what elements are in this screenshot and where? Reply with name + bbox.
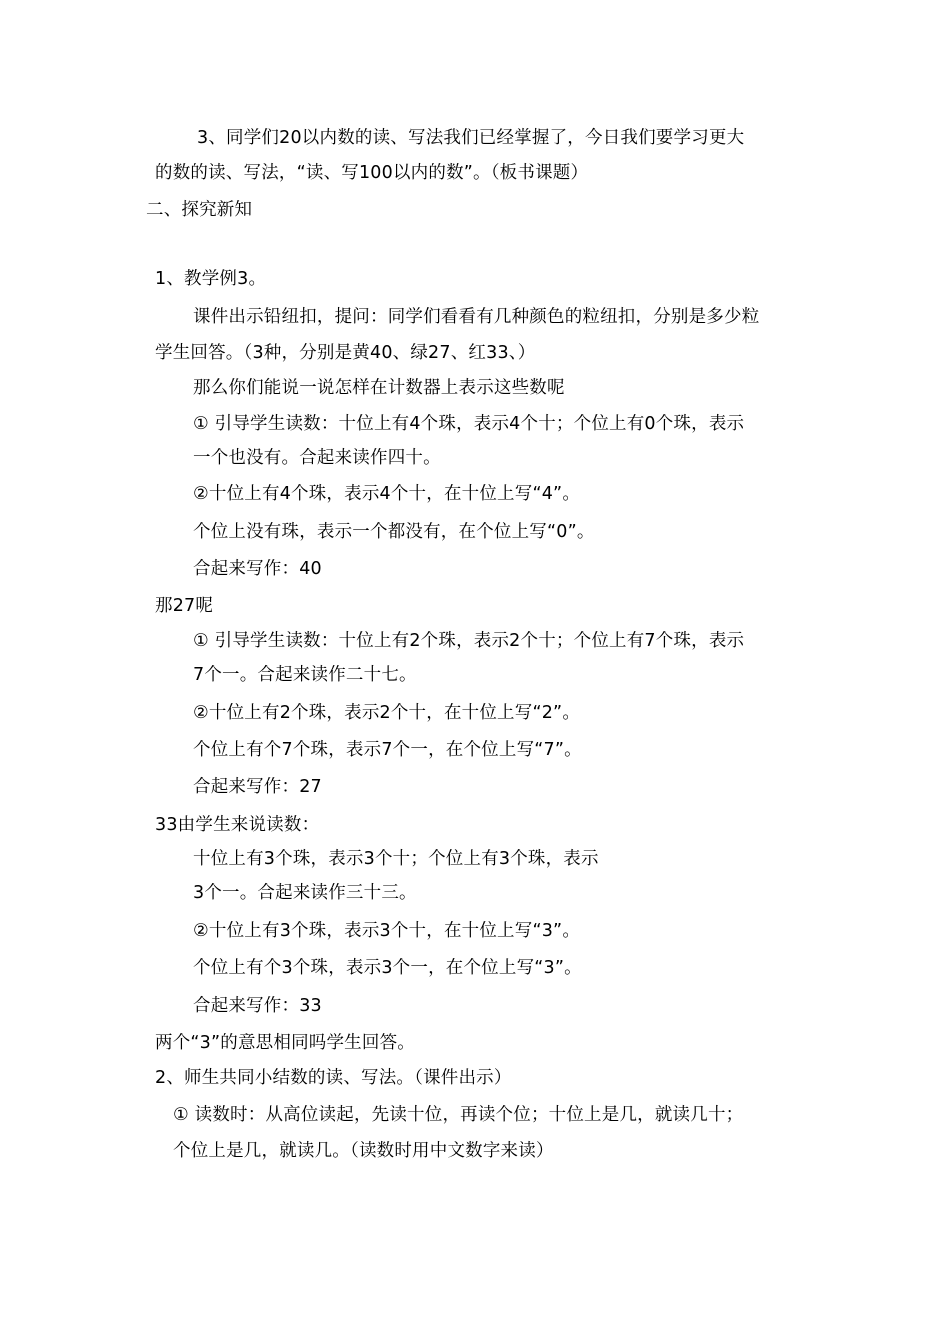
section-heading: 二、探究新知 xyxy=(146,200,253,220)
paragraph-line: ① 引导学生读数：十位上有2个珠，表示2个十；个位上有7个珠，表示 xyxy=(193,631,745,651)
paragraph-line: 个位上有个7个珠，表示7个一，在个位上写“7”。 xyxy=(193,740,582,760)
paragraph-line: ① 引导学生读数：十位上有4个珠，表示4个十；个位上有0个珠，表示 xyxy=(193,414,745,434)
paragraph-line: 的数的读、写法，“读、写100以内的数”。（板书课题） xyxy=(155,163,589,183)
paragraph-line: 合起来写作：40 xyxy=(193,559,322,579)
paragraph-line: 那么你们能说一说怎样在计数器上表示这些数呢 xyxy=(193,378,565,398)
example-heading: 1、教学例3。 xyxy=(155,269,267,289)
paragraph-line: ②十位上有2个珠，表示2个十，在十位上写“2”。 xyxy=(193,703,581,723)
paragraph-line: ②十位上有4个珠，表示4个十，在十位上写“4”。 xyxy=(193,484,581,504)
paragraph-line: 3、同学们20以内数的读、写法我们已经掌握了，今日我们要学习更大 xyxy=(197,128,745,148)
paragraph-line: 那27呢 xyxy=(155,596,214,616)
paragraph-line: 一个也没有。合起来读作四十。 xyxy=(193,448,441,468)
paragraph-line: 个位上是几，就读几。（读数时用中文数字来读） xyxy=(173,1141,554,1161)
paragraph-line: ① 读数时：从高位读起，先读十位，再读个位；十位上是几，就读几十； xyxy=(173,1105,744,1125)
paragraph-line: 7个一。合起来读作二十七。 xyxy=(193,665,417,685)
example-heading: 2、师生共同小结数的读、写法。（课件出示） xyxy=(155,1068,512,1088)
paragraph-line: 学生回答。（3种，分别是黄40、绿27、红33、） xyxy=(155,343,536,363)
paragraph-line: 3个一。合起来读作三十三。 xyxy=(193,883,417,903)
paragraph-line: 合起来写作：27 xyxy=(193,777,322,797)
paragraph-line: 个位上有个3个珠，表示3个一，在个位上写“3”。 xyxy=(193,958,582,978)
paragraph-line: 个位上没有珠，表示一个都没有，在个位上写“0”。 xyxy=(193,522,595,542)
paragraph-line: 33由学生来说读数： xyxy=(155,815,320,835)
paragraph-line: 合起来写作：33 xyxy=(193,996,322,1016)
paragraph-line: 十位上有3个珠，表示3个十；个位上有3个珠，表示 xyxy=(193,849,599,869)
paragraph-line: ②十位上有3个珠，表示3个十，在十位上写“3”。 xyxy=(193,921,581,941)
paragraph-line: 两个“3”的意思相同吗学生回答。 xyxy=(155,1033,415,1053)
paragraph-line: 课件出示铅纽扣，提问：同学们看看有几种颜色的粒纽扣，分别是多少粒 xyxy=(193,307,760,327)
